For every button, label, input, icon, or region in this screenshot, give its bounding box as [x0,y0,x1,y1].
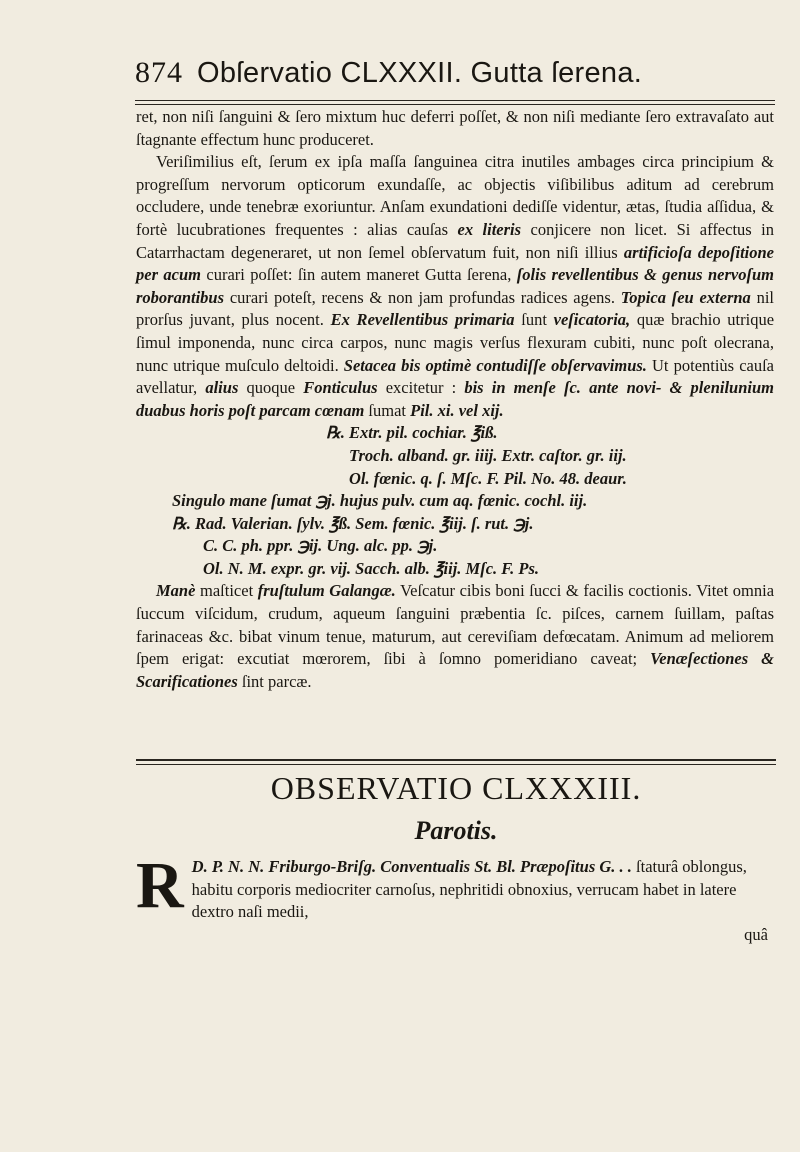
text-span: ſtaturâ oblongus, habitu corporis mediocriter carnoſus, nephritidi obnoxius, verrucam habet in latere dextro naſi medii, [191,857,747,922]
paragraph-diagnosis [136,151,774,422]
italic-span: Venæſectiones & Scarificationes [136,649,774,691]
text-span: ſint parcæ. [241,671,312,691]
observation-183-text [136,849,776,946]
text-span: Veriſimilius eſt, ſerum ex ipſa maſſa ſanguinea citra inutiles ambages circa principium & progreſſum nervorum opticorum exundaſſe, ac objectis viſibilibus aditum ad cerebrum occludere, unde tenebræ exoriuntur. Anſam exundationi dediſſe videntur, ætas, ſtudia aſſidua, & fortè lucubrationes frequentes : alias cauſas [136,152,774,239]
text-span: ſunt [521,310,547,330]
page-header [135,56,775,96]
prescription-line: C. C. ph. ppr. ℈ij. Ung. alc. pp. ℈j. [203,536,438,556]
observation-182-text [136,106,774,693]
prescription-line: Ol. fœnic. q. ſ. Mſc. F. Pil. No. 48. deaur. [349,468,627,488]
catchword: quâ [744,924,768,944]
observation-title: OBSERVATIO CLXXXIII. [270,770,642,806]
text-span: curari poſſet: ſin autem maneret Gutta ſerena, [206,265,512,285]
italic-span: Manè [156,581,196,601]
italic-span: Topica ſeu externa [620,287,751,307]
italic-span: Setacea bis optimè contudiſſe obſervavimus. [343,355,647,375]
text-span: Veſcatur cibis boni ſucci & facilis coctionis. Vitet omnia ſuccum viſcidum, crudum, aqueum ſanguini præbentia ſc. piſces, carnem ſuillam, paſtas farinaceas &c. bibat vinum tenue, maturum, aut cereviſiam defœcatam. Animum ad meliorem ſpem erigat: excutiat mœrorem, ſibi à ſomno pomeridiano caveat; [136,581,775,669]
prescription-line: Singulo mane ſumat ℈j. hujus pulv. cum aq. fœnic. cochl. iij. [172,491,588,511]
text-span: quoque [246,378,296,398]
italic-span: alius [205,378,239,398]
italic-span: D. P. N. N. Friburgo-Briſg. Conventualis St. Bl. Præpoſitus G. . . [191,857,632,876]
italic-span: bis in menſe ſc. ante novi- & plenilunium duabus horis poſt parcam cœnam [136,378,774,420]
text-span: nil prorſus juvant, plus nocent. [136,287,774,330]
italic-span: Pil. xi. vel xij. [410,400,504,420]
text-span: maſticet [200,581,254,601]
italic-span: artificioſa depoſitione per acum [136,242,774,285]
text-span: ſumat [368,400,406,420]
running-title: Obſervatio CLXXXII. Gutta ſerena. [197,57,643,89]
observation-subtitle: Parotis. [414,816,498,845]
text-span: excitetur : [385,378,457,398]
italic-span: ex literis [457,219,522,239]
prescription-line: ℞. Extr. pil. cochiar. ℥iß. [326,423,498,443]
italic-span: fruſtulum Galangæ. [257,581,396,601]
text-span: Ut potentiùs cauſa avellatur, [136,355,775,398]
drop-cap: R [136,849,184,922]
italic-span: Ex Revellentibus primaria [330,310,515,330]
text-span: conjicere non licet. Si affectus in Catarrhactam degeneraret, ut non ſemel obſervatum fuit, non niſi illius [136,219,774,262]
section-rule [136,759,776,765]
text-span: quæ brachio utrique ſimul imponenda, nunc circa carpos, nunc magis verſus flexuram cubiti, nunc poſt olecrana, nunc utrique muſculo deltoidi. [136,310,775,375]
header-rule [135,100,775,105]
prescription-line: ℞. Rad. Valerian. ſylv. ℥ß. Sem. fœnic. ℥iij. ſ. rut. ℈j. [172,513,534,533]
text-span: curari poteſt, recens & non jam profundas radices agens. [229,287,615,307]
paragraph-continuation: ret, non niſi ſanguini & ſero mixtum huc deferri poſſet, & non niſi mediante ſero extravaſato aut ſtagnante effectum hunc produceret. [136,107,774,149]
italic-span: veſicatoria, [553,310,631,330]
italic-span: ſolis revellentibus & genus nervoſum roborantibus [136,265,774,307]
prescription-line: Troch. alband. gr. iiij. Extr. caſtor. gr. iij. [349,445,627,465]
page-number: 874 [135,56,183,89]
italic-span: Fonticulus [303,378,378,398]
paragraph-regimen [136,580,774,693]
prescription-line: Ol. N. M. expr. gr. vij. Sacch. alb. ℥iij. Mſc. F. Ps. [203,558,540,578]
